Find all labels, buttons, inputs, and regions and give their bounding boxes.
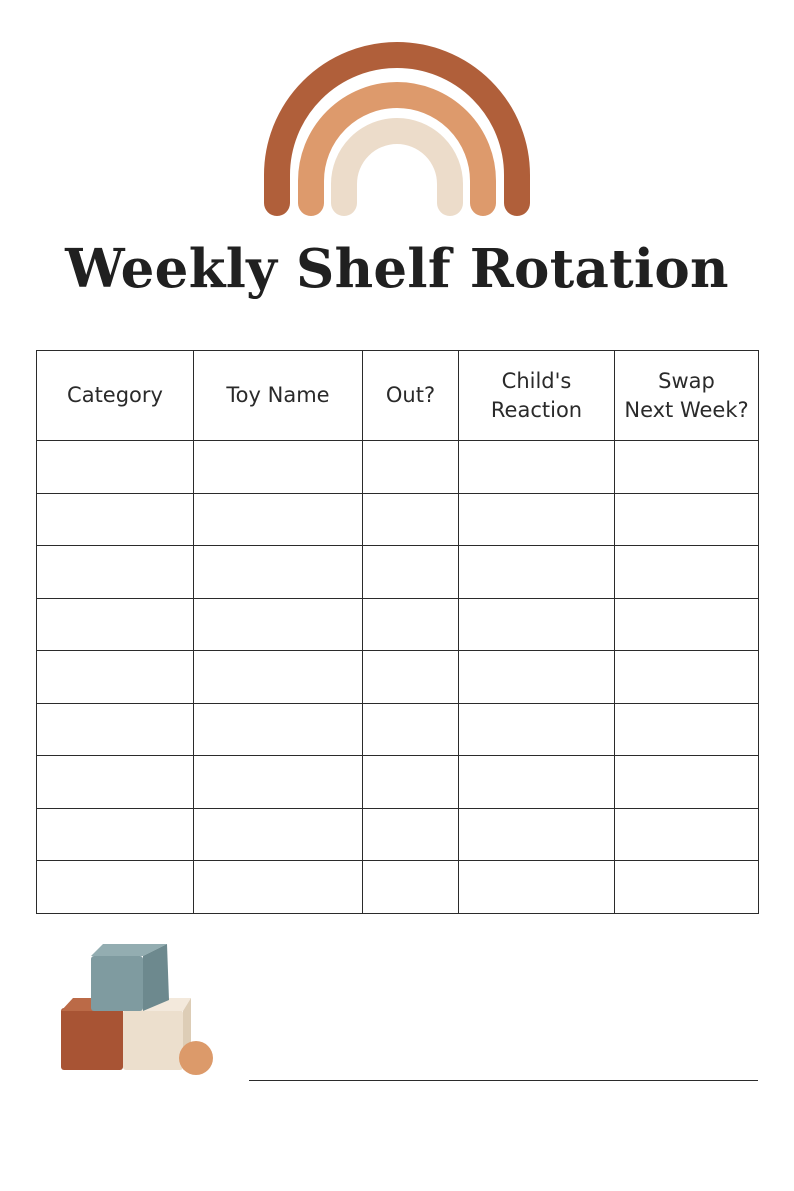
ball <box>179 1041 213 1075</box>
table-cell[interactable] <box>615 861 759 914</box>
table-cell[interactable] <box>37 598 194 651</box>
table-cell[interactable] <box>615 546 759 599</box>
table-row <box>37 493 759 546</box>
table-row <box>37 703 759 756</box>
table-cell[interactable] <box>615 598 759 651</box>
page-title: Weekly Shelf Rotation <box>65 238 729 300</box>
column-header-swap-next-week <box>615 351 759 441</box>
table-cell[interactable] <box>194 861 363 914</box>
table-cell[interactable] <box>459 756 615 809</box>
table-cell[interactable] <box>459 598 615 651</box>
header-text-line-2: Next Week? <box>624 397 749 422</box>
table-cell[interactable] <box>37 756 194 809</box>
table-row <box>37 546 759 599</box>
table-cell[interactable] <box>37 808 194 861</box>
table-cell[interactable] <box>615 441 759 494</box>
table-cell[interactable] <box>194 441 363 494</box>
table-row <box>37 861 759 914</box>
header-text-line-2: Reaction <box>490 397 583 422</box>
table-cell[interactable] <box>459 441 615 494</box>
table-cell[interactable] <box>194 546 363 599</box>
column-header-out <box>363 351 459 441</box>
rainbow-inner-arc <box>344 131 450 203</box>
table-cell[interactable] <box>363 861 459 914</box>
table-cell[interactable] <box>459 861 615 914</box>
table-cell[interactable] <box>459 546 615 599</box>
column-header-childs-reaction <box>459 351 615 441</box>
header-text-line-1: Child's <box>501 368 572 393</box>
header-text-line-1: Swap <box>658 368 715 393</box>
header-text: Toy Name <box>226 383 330 407</box>
table-cell[interactable] <box>37 651 194 704</box>
table-cell[interactable] <box>615 651 759 704</box>
rotation-table <box>36 350 759 914</box>
table-cell[interactable] <box>194 493 363 546</box>
table-cell[interactable] <box>37 441 194 494</box>
table-cell[interactable] <box>37 861 194 914</box>
column-header-category <box>37 351 194 441</box>
rainbow-icon <box>255 35 539 225</box>
rust-block <box>61 1008 123 1070</box>
table-cell[interactable] <box>194 598 363 651</box>
table-row <box>37 598 759 651</box>
table-cell[interactable] <box>459 808 615 861</box>
table-cell[interactable] <box>363 756 459 809</box>
table-cell[interactable] <box>194 703 363 756</box>
rotation-table-wrapper <box>36 350 758 915</box>
table-row <box>37 651 759 704</box>
table-cell[interactable] <box>459 651 615 704</box>
table-cell[interactable] <box>194 756 363 809</box>
table-header-row <box>37 351 759 441</box>
table-cell[interactable] <box>363 651 459 704</box>
table-cell[interactable] <box>363 441 459 494</box>
table-cell[interactable] <box>615 808 759 861</box>
cream-block <box>123 1010 183 1070</box>
table-cell[interactable] <box>459 703 615 756</box>
table-cell[interactable] <box>615 493 759 546</box>
table-cell[interactable] <box>615 703 759 756</box>
table-cell[interactable] <box>37 546 194 599</box>
table-row <box>37 756 759 809</box>
table-cell[interactable] <box>615 756 759 809</box>
signature-line[interactable] <box>249 1080 758 1081</box>
table-cell[interactable] <box>363 808 459 861</box>
table-row <box>37 808 759 861</box>
table-cell[interactable] <box>363 493 459 546</box>
table-row <box>37 441 759 494</box>
blue-block <box>91 956 143 1011</box>
table-cell[interactable] <box>194 651 363 704</box>
table-cell[interactable] <box>363 546 459 599</box>
table-cell[interactable] <box>459 493 615 546</box>
table-cell[interactable] <box>363 598 459 651</box>
table-body <box>37 441 759 914</box>
table-cell[interactable] <box>37 703 194 756</box>
table-cell[interactable] <box>363 703 459 756</box>
table-cell[interactable] <box>37 493 194 546</box>
toy-blocks-icon <box>55 938 225 1078</box>
table-cell[interactable] <box>194 808 363 861</box>
header-text: Out? <box>385 383 436 407</box>
header-text: Category <box>67 383 163 407</box>
column-header-toy-name <box>194 351 363 441</box>
